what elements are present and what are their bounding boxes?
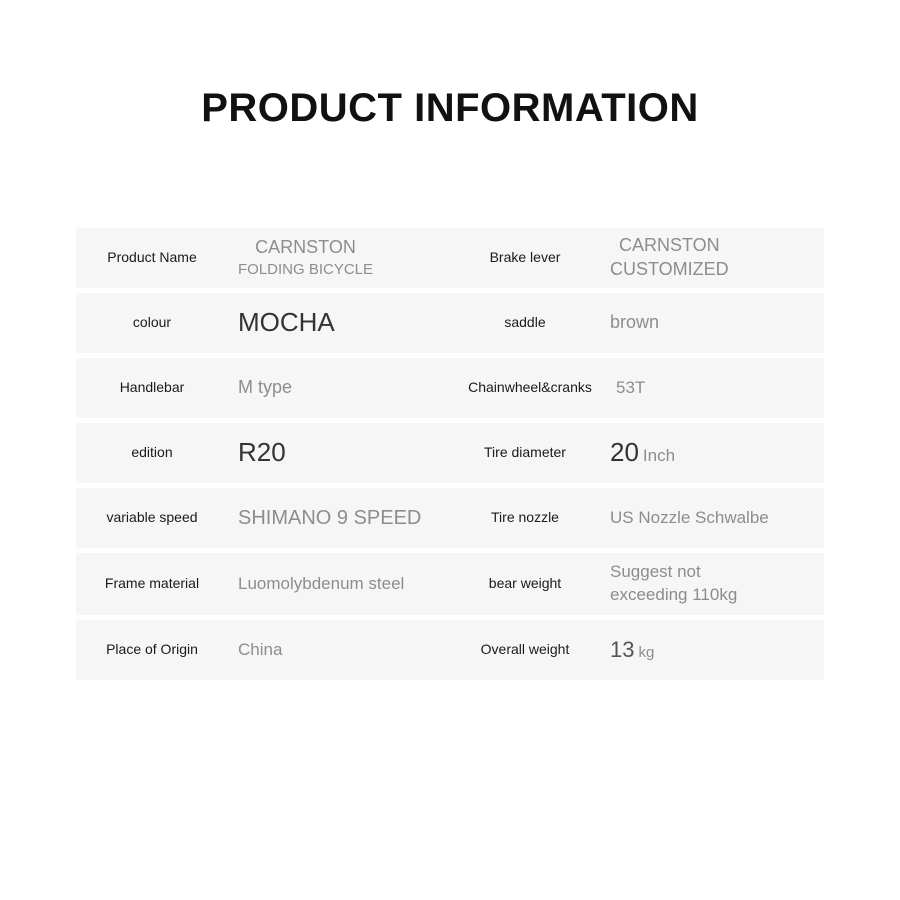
spec-label-place-of-origin: Place of Origin (106, 641, 198, 658)
spec-label-saddle: saddle (504, 314, 546, 331)
spec-value-brake-lever-line2: CUSTOMIZED (610, 259, 729, 279)
spec-value-tire-nozzle: US Nozzle Schwalbe (610, 507, 769, 527)
spec-value-variable-speed: SHIMANO 9 SPEED (238, 506, 422, 529)
table-row (76, 293, 824, 353)
table-row (76, 423, 824, 483)
spec-value-bear-weight-line1: Suggest not (610, 562, 701, 582)
spec-value-product-name-line1: CARNSTON (255, 236, 356, 257)
spec-value-colour: MOCHA (238, 307, 335, 338)
spec-value-frame-material: Luomolybdenum steel (238, 573, 405, 593)
spec-label-chainwheel-cranks: Chainwheel&cranks (468, 379, 592, 396)
spec-value-tire-diameter (600, 423, 824, 483)
spec-label-overall-weight: Overall weight (480, 641, 570, 658)
spec-value-chainwheel-cranks: 53T (616, 377, 646, 397)
spec-value-product-name-line2: FOLDING BICYCLE (238, 260, 374, 278)
table-row (76, 488, 824, 548)
spec-value-place-of-origin: China (238, 639, 283, 659)
spec-label-colour: colour (132, 314, 172, 331)
spec-value-brake-lever (600, 228, 824, 288)
spec-value-overall-weight-unit: kg (638, 643, 655, 661)
specification-table (76, 228, 824, 685)
spec-value-tire-diameter-number: 20 (610, 437, 639, 468)
page-title: PRODUCT INFORMATION (201, 86, 699, 130)
spec-label-product-name: Product Name (107, 249, 197, 266)
spec-value-brake-lever-line1: CARNSTON (618, 235, 720, 256)
table-row (76, 620, 824, 680)
spec-value-handlebar: M type (238, 377, 293, 398)
spec-label-bear-weight: bear weight (488, 575, 562, 592)
table-row (76, 228, 824, 288)
spec-label-variable-speed: variable speed (106, 509, 198, 526)
spec-value-overall-weight (600, 620, 824, 680)
spec-label-brake-lever: Brake lever (489, 249, 561, 266)
spec-value-bear-weight (600, 553, 824, 615)
spec-value-saddle: brown (610, 312, 660, 333)
spec-label-edition: edition (131, 444, 173, 461)
spec-value-tire-diameter-unit: Inch (642, 446, 676, 466)
table-row (76, 358, 824, 418)
spec-value-bear-weight-line2: exceeding 110kg (610, 585, 738, 604)
table-row (76, 553, 824, 615)
spec-label-tire-nozzle: Tire nozzle (491, 509, 559, 526)
spec-label-tire-diameter: Tire diameter (484, 444, 566, 461)
spec-label-handlebar: Handlebar (119, 379, 185, 396)
spec-value-edition: R20 (238, 437, 286, 468)
spec-label-frame-material: Frame material (104, 575, 200, 592)
spec-value-overall-weight-number: 13 (610, 636, 635, 662)
spec-value-product-name (228, 228, 450, 288)
